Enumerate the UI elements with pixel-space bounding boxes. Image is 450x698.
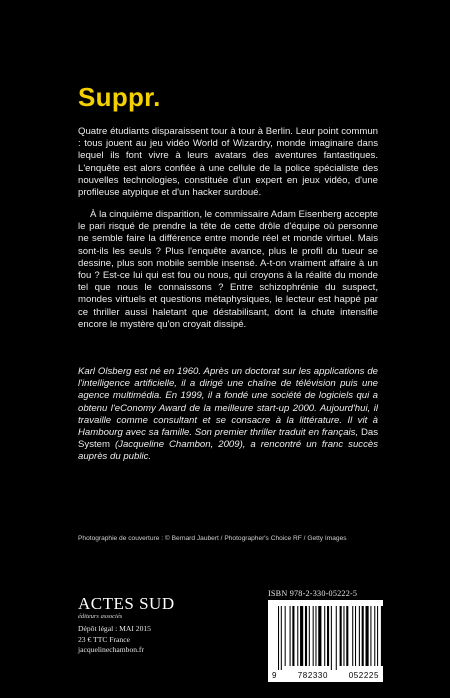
price: 23 € TTC France	[78, 634, 130, 644]
barcode-bar	[340, 606, 342, 666]
barcode-bar	[366, 606, 369, 666]
barcode-digit-group-1: 782330	[297, 671, 329, 680]
legal-info	[78, 624, 151, 656]
author-bio-book-title: Das System	[78, 427, 378, 451]
photo-credit: Photographie de couverture : © Bernard Jaubert / Photographer's Choice RF / Getty Images	[78, 535, 347, 542]
barcode-bar	[327, 606, 329, 666]
author-bio	[78, 366, 378, 464]
publisher-website: jacquelinechambon.fr	[78, 645, 144, 654]
barcode-bar	[318, 606, 321, 666]
barcode-bar	[352, 606, 353, 666]
barcode-bar	[324, 606, 325, 666]
barcode-bar	[346, 606, 348, 666]
publisher-logo	[78, 595, 175, 620]
synopsis-paragraph-2: À la cinquième disparition, le commissaire Adam Eisenberg accepte le pari risqué de prendre la tête de cette drôle d'équipe où personne ne semble faire la différence entre monde réel et monde virtuel. Mais sont-ils les seuls ? Plus l'enquête avance, plus le profil du tueur se dessine, plus son mobile semble insensé. A-t-on vraiment affaire à un fou ? Est-ce lui qui est fou ou nous, qui croyons à la réalité du monde tel que nous le connaissons ? Entre schizophrénie du suspect, mondes virtuels et questions métaphysiques, le lecteur est happé par ce thriller aussi haletant que déstabilisant, dont la chute intensifie encore le mystère qu'on croyait dissipé.	[78, 209, 378, 330]
publisher-name: ACTES SUD	[78, 594, 175, 613]
barcode-bar	[362, 606, 364, 666]
barcode-digit-group-2: 052225	[348, 671, 379, 680]
barcode-bar	[300, 606, 303, 666]
barcode	[268, 600, 383, 682]
barcode-bar	[297, 606, 298, 666]
author-bio-text-end: (Jacqueline Chambon, 2009), a rencontré un franc succès auprès du public.	[78, 439, 378, 463]
synopsis-paragraph-1: Quatre étudiants disparaissent tour à tour à Berlin. Leur point commun : tous jouent au jeu vidéo World of Wizardry, monde imaginaire dans lequel ils font vivre à leurs avatars des aventures fantastiques. L'enquête est alors confiée à une cellule de la police spécialiste des nouvelles technologies, constituée d'un expert en jeux vidéo, d'une profileuse atypique et d'un hacker surdoué.	[78, 126, 378, 199]
barcode-bar	[331, 606, 332, 670]
barcode-bar	[281, 606, 282, 670]
barcode-bar	[343, 606, 344, 666]
barcode-bar	[359, 606, 360, 666]
book-title: Suppr.	[78, 82, 161, 112]
barcode-bars	[268, 600, 383, 672]
barcode-bar	[381, 606, 383, 666]
barcode-bar	[309, 606, 310, 666]
barcode-bar	[355, 606, 356, 666]
isbn: ISBN 978-2-330-05222-5	[268, 589, 358, 598]
barcode-bar	[313, 606, 314, 666]
barcode-bar	[285, 606, 286, 666]
barcode-bar	[290, 606, 291, 666]
author-bio-text: Karl Olsberg est né en 1960. Après un doctorat sur les applications de l'intelligence artificielle, il a dirigé une chaîne de télévision puis une agence multimédia. En 1999, il a fondé une société de logiciels qui a obtenu l'eConomy Award de la meilleure start-up 2000. Aujourd'hui, il travaille comme consultant et se consacre à la littérature. Il vit à Hambourg avec sa famille. Son premier thriller traduit en français,	[78, 366, 378, 439]
barcode-bar	[305, 606, 307, 666]
barcode-bar	[336, 606, 337, 670]
barcode-bar	[377, 606, 378, 666]
barcode-bar	[315, 606, 316, 666]
barcode-bar	[292, 606, 294, 666]
legal-deposit: Dépôt légal : MAI 2015	[78, 624, 151, 633]
publisher-tagline: éditeurs associés	[78, 613, 123, 620]
barcode-digit-first: 9	[272, 671, 278, 680]
barcode-digits	[272, 671, 379, 680]
barcode-bar	[374, 606, 375, 666]
barcode-bar	[370, 606, 371, 666]
barcode-bar	[278, 606, 279, 670]
